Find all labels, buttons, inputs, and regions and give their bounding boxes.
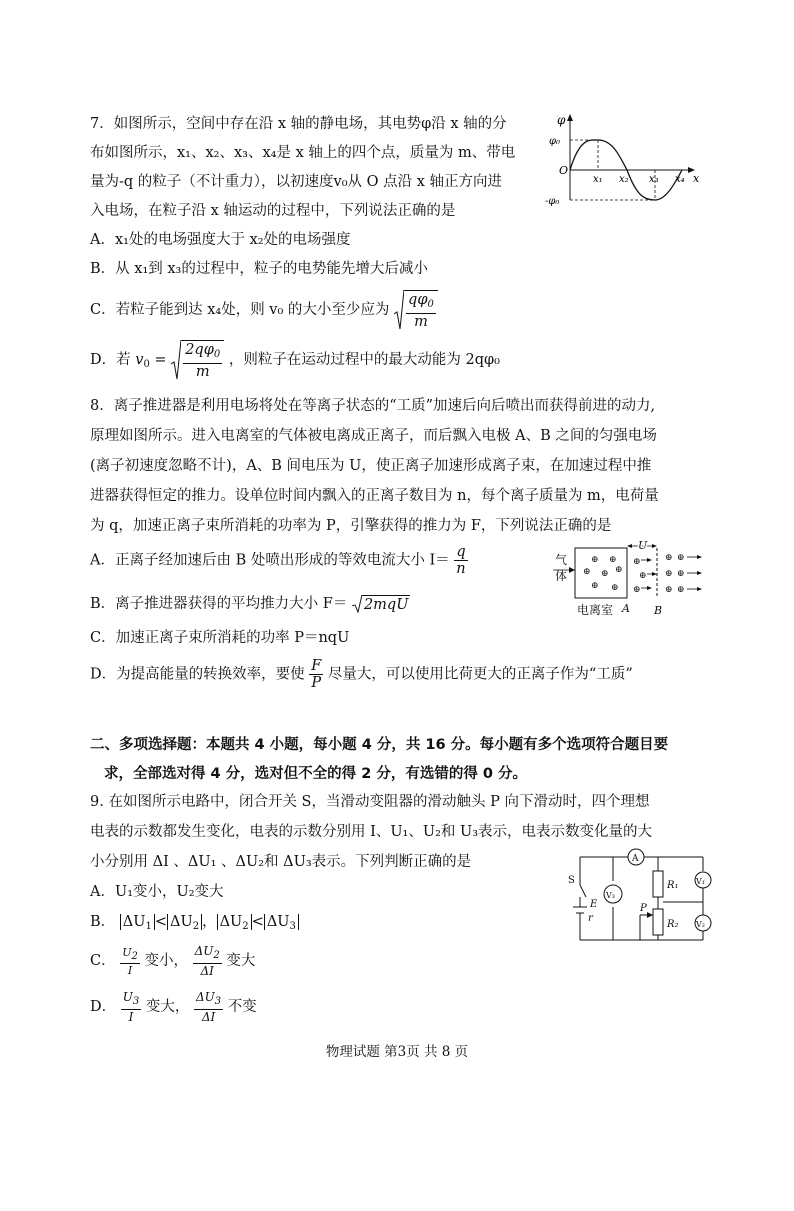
graph-y-top-label: φ₀ (549, 136, 561, 147)
graph-origin-label: O (559, 164, 569, 177)
q8-option-a-text: A．正离子经加速后由 B 处喷出形成的等效电流大小 I＝ (90, 552, 450, 569)
q9-option-b: B． $\Delta U_1 < \Delta U_2$ ， $\Delta U_2 < \Delta U_3$ (90, 910, 299, 932)
fig-b-label: B (654, 604, 663, 617)
circuit-r2-label: R₂ (667, 919, 679, 930)
graph-y-bottom-label: -φ₀ (545, 196, 560, 207)
svg-text:⊕: ⊕ (639, 571, 647, 581)
svg-text:⊕: ⊕ (609, 555, 617, 565)
graph-x3-label: x₃ (649, 174, 659, 185)
q7-line-1: 7．如图所示，空间中存在沿 x 轴的静电场，其电势φ沿 x 轴的分 (90, 116, 507, 132)
section-2-heading-line-1: 二、多项选择题：本题共 4 小题，每小题 4 分，共 16 分。每小题有多个选项符合题目要 (90, 737, 669, 753)
circuit-a-label: A (632, 854, 639, 864)
q8-option-d-frac: $\frac{F}{P}$ (311, 658, 322, 691)
svg-text:⊕: ⊕ (665, 553, 673, 563)
q8-option-c: C．加速正离子束所消耗的功率 P＝nqU (90, 630, 350, 646)
q7-potential-graph (545, 112, 705, 207)
q9-option-c-label: C． (90, 953, 116, 969)
svg-text:⊕: ⊕ (583, 567, 591, 577)
q7-option-a: A．x₁处的电场强度大于 x₂处的电场强度 (90, 232, 351, 248)
q7-line-4: 入电场，在粒子沿 x 轴运动的过程中，下列说法正确的是 (90, 203, 456, 219)
svg-text:⊕: ⊕ (615, 565, 623, 575)
q8-line-4: 进器获得恒定的推力。设单位时间内飘入的正离子数目为 n，每个离子质量为 m，电荷量 (90, 488, 659, 504)
q9-option-d-mid: 变大， (145, 999, 190, 1015)
q9-option-a: A．U₁变小，U₂变大 (90, 884, 224, 900)
fig-gas-label-1: 气 (555, 553, 568, 567)
svg-text:⊕: ⊕ (591, 555, 599, 565)
svg-text:⊕: ⊕ (611, 583, 619, 593)
q9-option-b-label: B． (90, 914, 116, 930)
q7-option-c (90, 290, 438, 330)
q9-option-c-mid: 变小， (144, 953, 188, 969)
q9-circuit-diagram (568, 845, 718, 945)
q7-option-d: D．若 $v_0$ = $\frac{2q\varphi_0}{m}$ ，则粒子在运动过程中的最大动能为 2qφ₀ (90, 342, 500, 380)
circuit-s-label: S (568, 875, 575, 886)
circuit-r1-label: R₁ (667, 880, 679, 891)
q9-option-d-tail: 不变 (227, 999, 257, 1015)
svg-text:⊕: ⊕ (665, 585, 673, 595)
q7-option-c-text: C．若粒子能到达 x₄处，则 v₀ 的大小至少应为 (90, 302, 390, 318)
q9-option-c-tail: 变大 (226, 953, 256, 969)
fig-chamber-label: 电离室 (577, 603, 614, 617)
q8-option-b-text: B．离子推进器获得的平均推力大小 F＝ (90, 596, 348, 612)
q8-option-a (90, 544, 468, 577)
svg-text:⊕: ⊕ (633, 557, 641, 567)
circuit-v3-label: V₃ (606, 891, 615, 900)
q9-option-c: C． $\frac{U_2}{I}$ 变小， $\frac{\Delta U_2}{\Delta I}$ 变大 (90, 944, 256, 978)
q9-option-d: D． $\frac{U_3}{I}$ 变大， $\frac{\Delta U_3}{\Delta I}$ 不变 (90, 990, 257, 1024)
graph-x-axis-label: x (693, 172, 700, 185)
section-2-heading-line-2: 求，全部选对得 4 分，选对但不全的得 2 分，有选错的得 0 分。 (104, 766, 528, 782)
fig-gas-label-2: 体 (555, 569, 568, 583)
graph-x1-label: x₁ (593, 174, 603, 185)
svg-text:⊕: ⊕ (591, 581, 599, 591)
svg-text:⊕: ⊕ (677, 569, 685, 579)
q8-line-5: 为 q，加速正离子束所消耗的功率为 P，引擎获得的推力为 F，下列说法正确的是 (90, 518, 612, 534)
page-footer: 物理试题 第3页 共 8 页 (325, 1044, 469, 1060)
q9-line-3: 小分别用 ΔI 、ΔU₁ 、ΔU₂和 ΔU₃表示。下列判断正确的是 (90, 854, 472, 870)
graph-x2-label: x₂ (619, 174, 629, 185)
q8-option-d-text: D．为提高能量的转换效率，要使 (90, 666, 305, 683)
fig-a-label: A (622, 602, 630, 615)
q7-line-3: 量为-q 的粒子（不计重力），以初速度v₀从 O 点沿 x 轴正方向进 (90, 174, 503, 190)
q8-option-d-tail: 尽量大，可以使用比荷更大的正离子作为“工质” (327, 666, 633, 683)
svg-text:⊕: ⊕ (677, 585, 685, 595)
q7-line-2: 布如图所示，x₁、x₂、x₃、x₄是 x 轴上的四个点，质量为 m、带电 (90, 145, 516, 161)
q8-option-a-frac: $\frac{q}{n}$ (456, 544, 466, 577)
q9-line-2: 电表的示数都发生变化，电表的示数分别用 I、U₁、U₂和 U₃表示，电表示数变化量的大 (90, 824, 653, 840)
q7-option-b: B．从 x₁到 x₃的过程中，粒子的电势能先增大后减小 (90, 261, 428, 277)
q7-option-d-sqrt: $\frac{2q\varphi_0}{m}$ (171, 340, 224, 380)
q8-line-1: 8．离子推进器是利用电场将处在等离子状态的“工质”加速后向后喷出而获得前进的动力, (90, 398, 656, 414)
q8-line-3: (离子初速度忽略不计)，A、B 间电压为 U，使正离子加速形成离子束，在加速过程中推 (90, 458, 652, 474)
q8-option-b-sqrt: 2mqU (352, 595, 410, 613)
q7-option-c-sqrt: $\frac{q\varphi_0}{m}$ (394, 290, 438, 330)
fig-u-label: U (638, 540, 648, 552)
q8-ion-thruster-figure (553, 540, 703, 620)
q8-line-2: 原理如图所示。进入电离室的气体被电离成正离子，而后飘入电极 A、B 之间的匀强电场 (90, 428, 657, 444)
q8-option-d (90, 658, 633, 691)
q9-option-d-label: D． (90, 999, 117, 1015)
graph-y-axis-label: φ (557, 113, 566, 127)
circuit-e-label: E (590, 899, 598, 910)
svg-text:⊕: ⊕ (633, 585, 641, 595)
graph-x4-label: x₄ (675, 174, 685, 185)
q7-option-d-tail: ，则粒子在运动过程中的最大动能为 2qφ₀ (228, 352, 500, 368)
q7-option-d-text: D．若 (90, 352, 131, 368)
svg-text:⊕: ⊕ (677, 553, 685, 563)
q8-option-b (90, 592, 410, 613)
circuit-v2-label: V₂ (696, 920, 705, 929)
circuit-p-label: P (640, 903, 647, 914)
svg-text:⊕: ⊕ (601, 569, 609, 579)
circuit-v1-label: V₁ (696, 877, 705, 886)
q9-line-1: 9. 在如图所示电路中，闭合开关 S，当滑动变阻器的滑动触头 P 向下滑动时，四个理想 (90, 794, 650, 810)
circuit-r-label: r (588, 913, 593, 924)
svg-text:⊕: ⊕ (665, 569, 673, 579)
